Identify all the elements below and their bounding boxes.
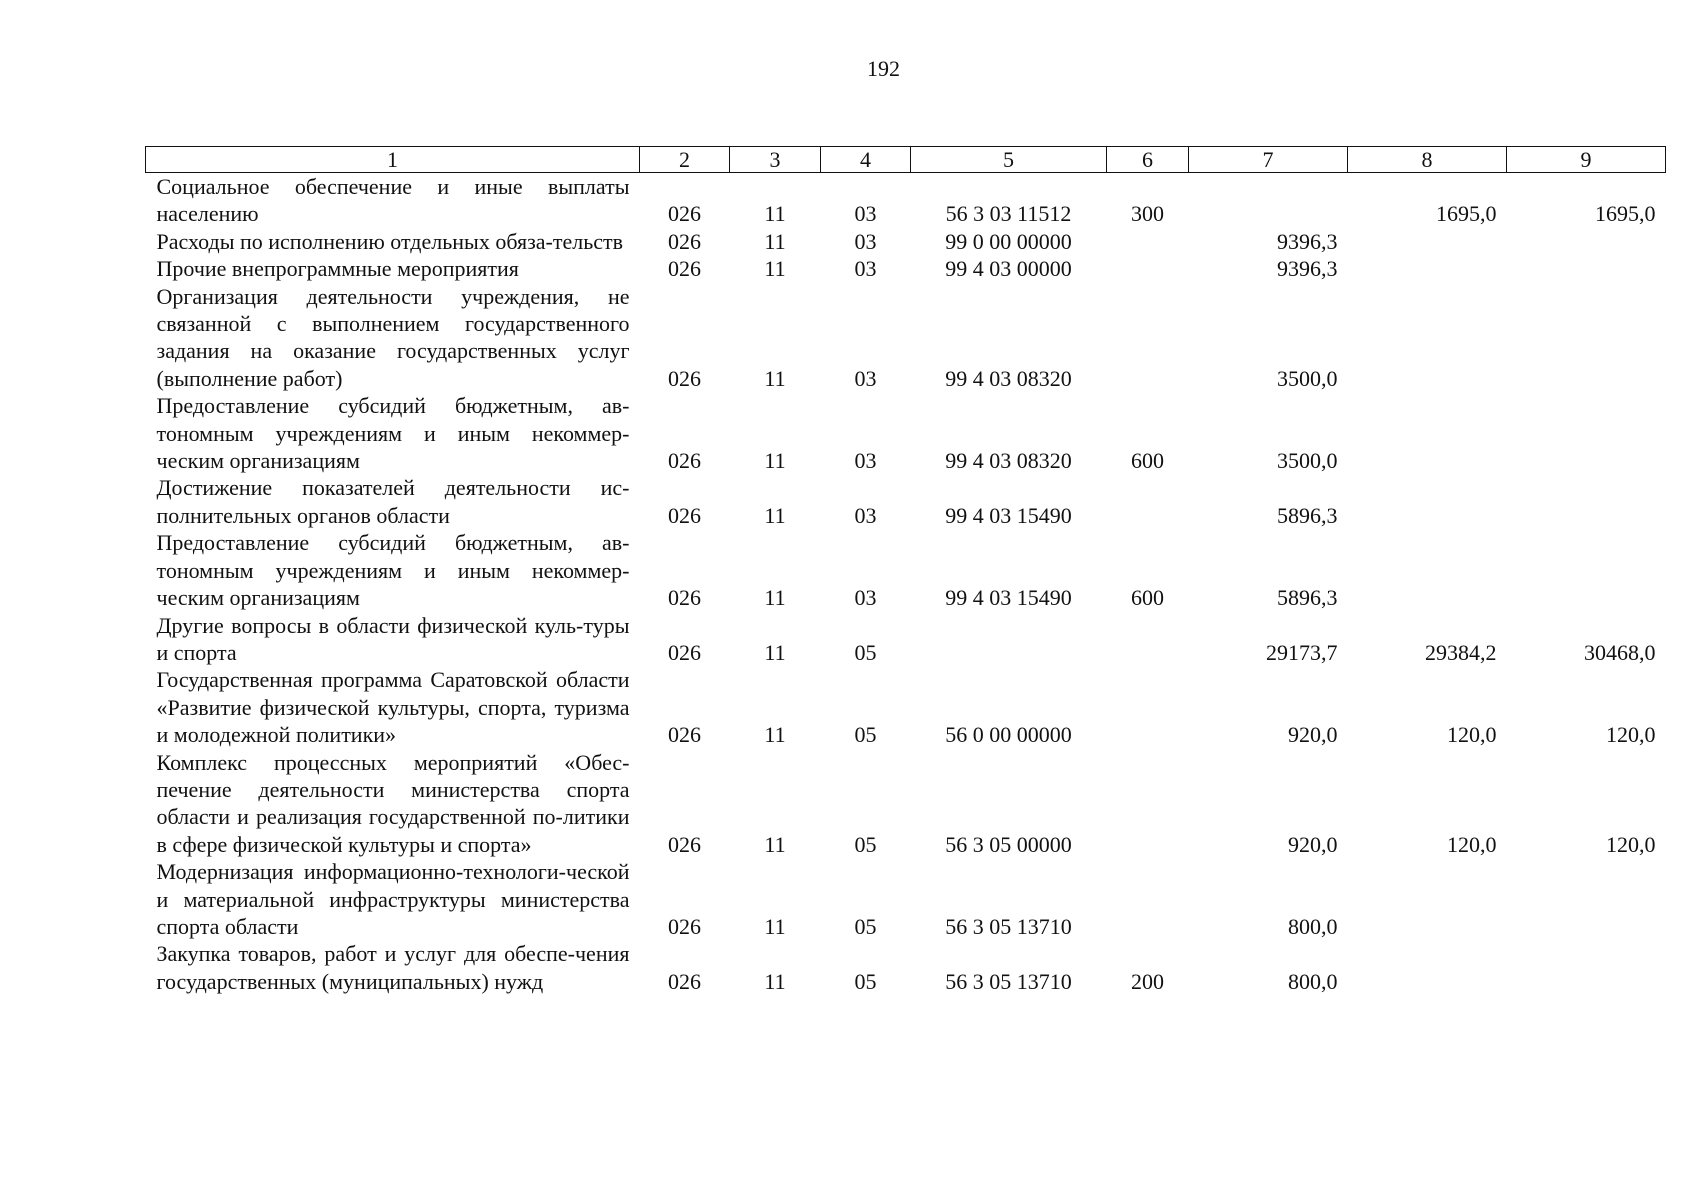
amount-col7-cell: 5896,3 bbox=[1277, 585, 1338, 611]
amount-col9-cell bbox=[1507, 858, 1666, 940]
amount-col7-cell: 920,0 bbox=[1288, 831, 1338, 857]
row-description: Комплекс процессных мероприятий «Обес-печение деятельности министерства спорта области и реализация государственной по-литики в сфере физической культуры и спорта» bbox=[156, 749, 630, 857]
amount-col8-cell bbox=[1348, 940, 1507, 995]
table-row bbox=[146, 749, 1666, 859]
expense-type-cell bbox=[1107, 749, 1189, 859]
target-article-cell: 99 4 03 15490 bbox=[945, 502, 1072, 528]
row-description: Государственная программа Саратовской области «Развитие физической культуры, спорта, туризма и молодежной политики» bbox=[156, 667, 630, 748]
admin-code-cell: 026 bbox=[668, 256, 701, 282]
expense-type-cell: 600 bbox=[1131, 585, 1164, 611]
target-article-cell bbox=[911, 612, 1107, 667]
amount-col7-cell: 5896,3 bbox=[1277, 502, 1338, 528]
row-description: Закупка товаров, работ и услуг для обеспе-чения государственных (муниципальных) нужд bbox=[156, 941, 630, 994]
row-description: Достижение показателей деятельности ис-полнительных органов области bbox=[156, 475, 630, 528]
amount-col9-cell bbox=[1507, 255, 1666, 282]
column-header: 8 bbox=[1348, 147, 1507, 173]
table-row bbox=[146, 474, 1666, 529]
amount-col8-cell bbox=[1348, 474, 1507, 529]
amount-col8-cell bbox=[1348, 529, 1507, 611]
target-article-cell: 99 4 03 08320 bbox=[945, 448, 1072, 474]
amount-col8-cell bbox=[1348, 858, 1507, 940]
section-code-cell: 11 bbox=[764, 448, 786, 474]
amount-col8-cell bbox=[1348, 392, 1507, 474]
column-header: 9 bbox=[1507, 147, 1666, 173]
column-header: 4 bbox=[821, 147, 911, 173]
amount-col9-cell bbox=[1507, 392, 1666, 474]
target-article-cell: 99 0 00 00000 bbox=[945, 228, 1072, 254]
table-row bbox=[146, 173, 1666, 228]
subsection-code-cell: 05 bbox=[854, 913, 877, 939]
amount-col9-cell bbox=[1507, 940, 1666, 995]
expense-type-cell bbox=[1107, 666, 1189, 748]
amount-col8-cell: 120,0 bbox=[1447, 722, 1497, 748]
expense-type-cell bbox=[1107, 474, 1189, 529]
expense-type-cell: 300 bbox=[1131, 201, 1164, 227]
amount-col7-cell: 920,0 bbox=[1288, 722, 1338, 748]
section-code-cell: 11 bbox=[764, 365, 786, 391]
target-article-cell: 56 3 05 00000 bbox=[945, 831, 1072, 857]
column-header: 6 bbox=[1107, 147, 1189, 173]
table-body bbox=[146, 173, 1666, 996]
target-article-cell: 99 4 03 00000 bbox=[945, 256, 1072, 282]
subsection-code-cell: 03 bbox=[854, 228, 877, 254]
expense-type-cell: 600 bbox=[1131, 448, 1164, 474]
table-row bbox=[146, 940, 1666, 995]
target-article-cell: 99 4 03 15490 bbox=[945, 585, 1072, 611]
section-code-cell: 11 bbox=[764, 201, 786, 227]
row-description: Предоставление субсидий бюджетным, ав-тономным учреждениям и иным некоммер-ческим организациям bbox=[156, 530, 630, 611]
subsection-code-cell: 03 bbox=[854, 201, 877, 227]
amount-col7-cell: 9396,3 bbox=[1277, 256, 1338, 282]
expense-type-cell: 200 bbox=[1131, 968, 1164, 994]
table-row bbox=[146, 666, 1666, 748]
column-header: 5 bbox=[911, 147, 1107, 173]
table-row bbox=[146, 228, 1666, 255]
admin-code-cell: 026 bbox=[668, 639, 701, 665]
page-number: 192 bbox=[867, 56, 900, 81]
amount-col7-cell: 800,0 bbox=[1288, 913, 1338, 939]
table-header-row bbox=[146, 147, 1666, 173]
target-article-cell: 99 4 03 08320 bbox=[945, 365, 1072, 391]
admin-code-cell: 026 bbox=[668, 502, 701, 528]
admin-code-cell: 026 bbox=[668, 722, 701, 748]
column-header: 1 bbox=[146, 147, 640, 173]
row-description: Социальное обеспечение и иные выплаты населению bbox=[156, 174, 630, 227]
table-row bbox=[146, 612, 1666, 667]
amount-col7-cell bbox=[1189, 173, 1348, 228]
expense-type-cell bbox=[1107, 283, 1189, 393]
amount-col9-cell: 1695,0 bbox=[1595, 201, 1656, 227]
amount-col9-cell bbox=[1507, 228, 1666, 255]
subsection-code-cell: 05 bbox=[854, 722, 877, 748]
admin-code-cell: 026 bbox=[668, 201, 701, 227]
target-article-cell: 56 3 03 11512 bbox=[945, 201, 1072, 227]
section-code-cell: 11 bbox=[764, 228, 786, 254]
admin-code-cell: 026 bbox=[668, 831, 701, 857]
section-code-cell: 11 bbox=[764, 968, 786, 994]
amount-col9-cell bbox=[1507, 529, 1666, 611]
subsection-code-cell: 03 bbox=[854, 256, 877, 282]
subsection-code-cell: 03 bbox=[854, 585, 877, 611]
expense-type-cell bbox=[1107, 228, 1189, 255]
section-code-cell: 11 bbox=[764, 722, 786, 748]
admin-code-cell: 026 bbox=[668, 968, 701, 994]
row-description: Предоставление субсидий бюджетным, ав-тономным учреждениям и иным некоммер-ческим организациям bbox=[156, 393, 630, 474]
target-article-cell: 56 3 05 13710 bbox=[945, 968, 1072, 994]
expense-type-cell bbox=[1107, 612, 1189, 667]
amount-col7-cell: 800,0 bbox=[1288, 968, 1338, 994]
subsection-code-cell: 05 bbox=[854, 968, 877, 994]
section-code-cell: 11 bbox=[764, 831, 786, 857]
row-description: Прочие внепрограммные мероприятия bbox=[156, 256, 519, 282]
budget-table bbox=[145, 146, 1666, 995]
amount-col9-cell: 30468,0 bbox=[1584, 639, 1656, 665]
admin-code-cell: 026 bbox=[668, 448, 701, 474]
expense-type-cell bbox=[1107, 255, 1189, 282]
column-header: 3 bbox=[730, 147, 821, 173]
amount-col9-cell bbox=[1507, 283, 1666, 393]
amount-col8-cell bbox=[1348, 228, 1507, 255]
section-code-cell: 11 bbox=[764, 913, 786, 939]
table-row bbox=[146, 858, 1666, 940]
amount-col8-cell: 29384,2 bbox=[1425, 639, 1497, 665]
row-description: Организация деятельности учреждения, не связанной с выполнением государственного задания на оказание государственных услуг (выполнение работ) bbox=[156, 283, 630, 391]
section-code-cell: 11 bbox=[764, 256, 786, 282]
table-row bbox=[146, 392, 1666, 474]
subsection-code-cell: 05 bbox=[854, 831, 877, 857]
amount-col9-cell: 120,0 bbox=[1606, 831, 1656, 857]
amount-col7-cell: 29173,7 bbox=[1266, 639, 1338, 665]
row-description: Другие вопросы в области физической куль-туры и спорта bbox=[156, 612, 630, 665]
subsection-code-cell: 03 bbox=[854, 448, 877, 474]
row-description: Модернизация информационно-технологи-ческой и материальной инфраструктуры министерства спорта области bbox=[156, 859, 630, 939]
column-header: 2 bbox=[640, 147, 730, 173]
amount-col8-cell: 1695,0 bbox=[1436, 201, 1497, 227]
amount-col7-cell: 3500,0 bbox=[1277, 365, 1338, 391]
target-article-cell: 56 0 00 00000 bbox=[945, 722, 1072, 748]
subsection-code-cell: 03 bbox=[854, 502, 877, 528]
amount-col8-cell bbox=[1348, 255, 1507, 282]
section-code-cell: 11 bbox=[764, 502, 786, 528]
subsection-code-cell: 03 bbox=[854, 365, 877, 391]
amount-col7-cell: 9396,3 bbox=[1277, 228, 1338, 254]
admin-code-cell: 026 bbox=[668, 228, 701, 254]
row-description: Расходы по исполнению отдельных обяза-тельств bbox=[156, 228, 624, 254]
admin-code-cell: 026 bbox=[668, 365, 701, 391]
section-code-cell: 11 bbox=[764, 639, 786, 665]
amount-col9-cell: 120,0 bbox=[1606, 722, 1656, 748]
subsection-code-cell: 05 bbox=[854, 639, 877, 665]
amount-col8-cell: 120,0 bbox=[1447, 831, 1497, 857]
amount-col9-cell bbox=[1507, 474, 1666, 529]
column-header: 7 bbox=[1189, 147, 1348, 173]
table-row bbox=[146, 283, 1666, 393]
amount-col7-cell: 3500,0 bbox=[1277, 448, 1338, 474]
expense-type-cell bbox=[1107, 858, 1189, 940]
admin-code-cell: 026 bbox=[668, 913, 701, 939]
section-code-cell: 11 bbox=[764, 585, 786, 611]
target-article-cell: 56 3 05 13710 bbox=[945, 913, 1072, 939]
table-row bbox=[146, 255, 1666, 282]
table-row bbox=[146, 529, 1666, 611]
amount-col8-cell bbox=[1348, 283, 1507, 393]
admin-code-cell: 026 bbox=[668, 585, 701, 611]
